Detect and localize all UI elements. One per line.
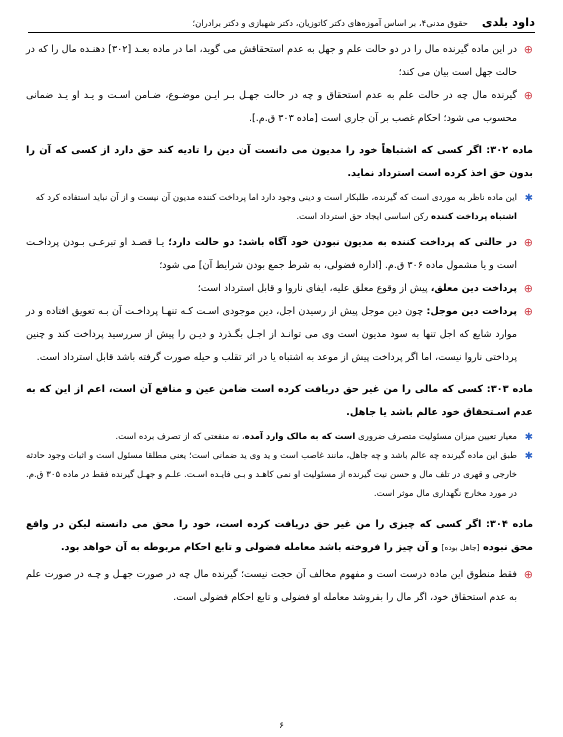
list-item [26,300,533,369]
item-text: گیرنده مال چه در حالت علم به عدم استحقاق و چه در حالت جهـل بـر ایـن موضـوع، ضـامن اسـت و یـد او یـد ضمانی محسوب می شود؛ احکام غصب بر آن جاری است [ماده ۳۰۳ ق.م.]. [26,90,517,124]
list-item [26,277,533,300]
note-text: معیار تعیین میزان مسئولیت متصرف ضروری است که به مالک وارد آمده، نه منفعتی که از تصرف برده است. [115,432,517,442]
note-text: این ماده ناظر به موردی است که گیرنده، طلبکار است و دینی وجود دارد اما پرداخت کننده مدیون آن نیست و از آن نباید استفاده کرد که اشتباه پرداخت کننده رکن اساسی ایجاد حق استرداد است. [35,193,517,222]
author-name: داود بلدی [481,15,535,29]
note-text: طبق این ماده گیرنده چه عالم باشد و چه جاهل، مانند غاصب است و ید وی ید ضمانی است؛ یعنی مطلقا مسئول است و اثبات وجود حادثه خارجی و قهری در تلف مال و حسن نیت گیرنده از مسئولیت او نمی کاهـد و بـی فایـده اسـت. علـم و جهـل گیرنده فقط در ماده ۳۰۵ ق.م. در مورد مخارج نگهداری مال موثر است. [26,451,517,499]
note-item [26,428,533,447]
list-item [26,563,533,609]
list-item [26,84,533,130]
page-header [28,7,535,33]
note-item [26,447,533,504]
circle-plus-icon: ⊕ [523,305,533,318]
article-304-heading: ماده ۳۰۴: اگر کسی که چیزی را من غیر حق دریافت کرده است، خود را محق می دانسته لیکن در واقع محق نبوده [جاهل بوده] و آن چیز را فروخته باشد معامله فضولی و تابع احکام مربوطه به آن خواهد بود. [26,519,534,553]
document-body [26,38,533,609]
circle-plus-icon: ⊕ [523,236,533,249]
article-303-heading: ماده ۳۰۳: کسی که مالی را من غیر حق دریافت کرده است ضامن عین و منافع آن است، اعم از این که به عدم اسـتحقاق خود عالم باشد یا جاهل. [26,384,533,418]
circle-plus-icon: ⊕ [523,282,533,295]
page-number: ۶ [279,721,284,731]
list-item [26,38,533,84]
item-text: پرداخت دین معلق، پیش از وقوع معلق علیه، ایفای ناروا و قابل استرداد است؛ [197,283,517,294]
circle-plus-icon: ⊕ [523,89,533,102]
item-text: فقط منطوق این ماده درست است و مفهوم مخالف آن حجت نیست؛ گیرنده مال چه در صورت جهـل و چـه در صورت علم به عدم استحقاق خود، اگر مال را بفروشد معامله او فضولی و تابع احکام فضولی است. [26,569,517,603]
list-item [26,231,533,277]
item-text: در این ماده گیرنده مال را در دو حالت علم و جهل به عدم استحقاقش می گوید، اما در ماده بعـد [۳۰۲] دهنـده مال را که در حالت جهل است بیان می کند؛ [26,44,517,78]
note-item [26,189,533,227]
article-302-heading: ماده ۳۰۲: اگر کسی که اشتباهاً خود را مدیون می دانست آن دین را تادیه کند حق دارد از کسی که آن را بدون حق اخذ کرده است استرداد نماید. [26,145,534,179]
circle-plus-icon: ⊕ [523,568,533,581]
star-icon: ✱ [524,193,533,204]
item-text: پرداخت دین موجل: چون دین موجل پیش از رسیدن اجل، دین موجودی اسـت کـه تنهـا پرداخـت آن بـه تعویق افتاده و در موارد شایع که اجل تنها به سود مدیون است وی می توانـد از اجـل بگـذرد و دیـن را پیش از سررسید پرداخت کند و چنین پرداختی ناروا نیست، اما اگر پرداخت پیش از موعد به اشتباه یا در اثر تقلب و حیله صورت گرفته باشد قابل استرداد است. [26,306,517,363]
item-text: در حالتی که پرداخت کننده به مدیون نبودن خود آگاه باشد: دو حالت دارد؛ یـا قصـد او تبرعـی بـودن پرداخـت است و یا مشمول ماده ۳۰۶ ق.م. [اداره فضولی، به شرط جمع بودن شرایط آن] می شود؛ [26,237,517,271]
star-icon: ✱ [524,432,533,443]
circle-plus-icon: ⊕ [523,43,533,56]
star-icon: ✱ [524,451,533,462]
book-title: حقوق مدنی۴، بر اساس آموزه‌های دکتر کاتوزیان، دکتر شهبازی و دکتر برادران؛ [192,19,468,29]
